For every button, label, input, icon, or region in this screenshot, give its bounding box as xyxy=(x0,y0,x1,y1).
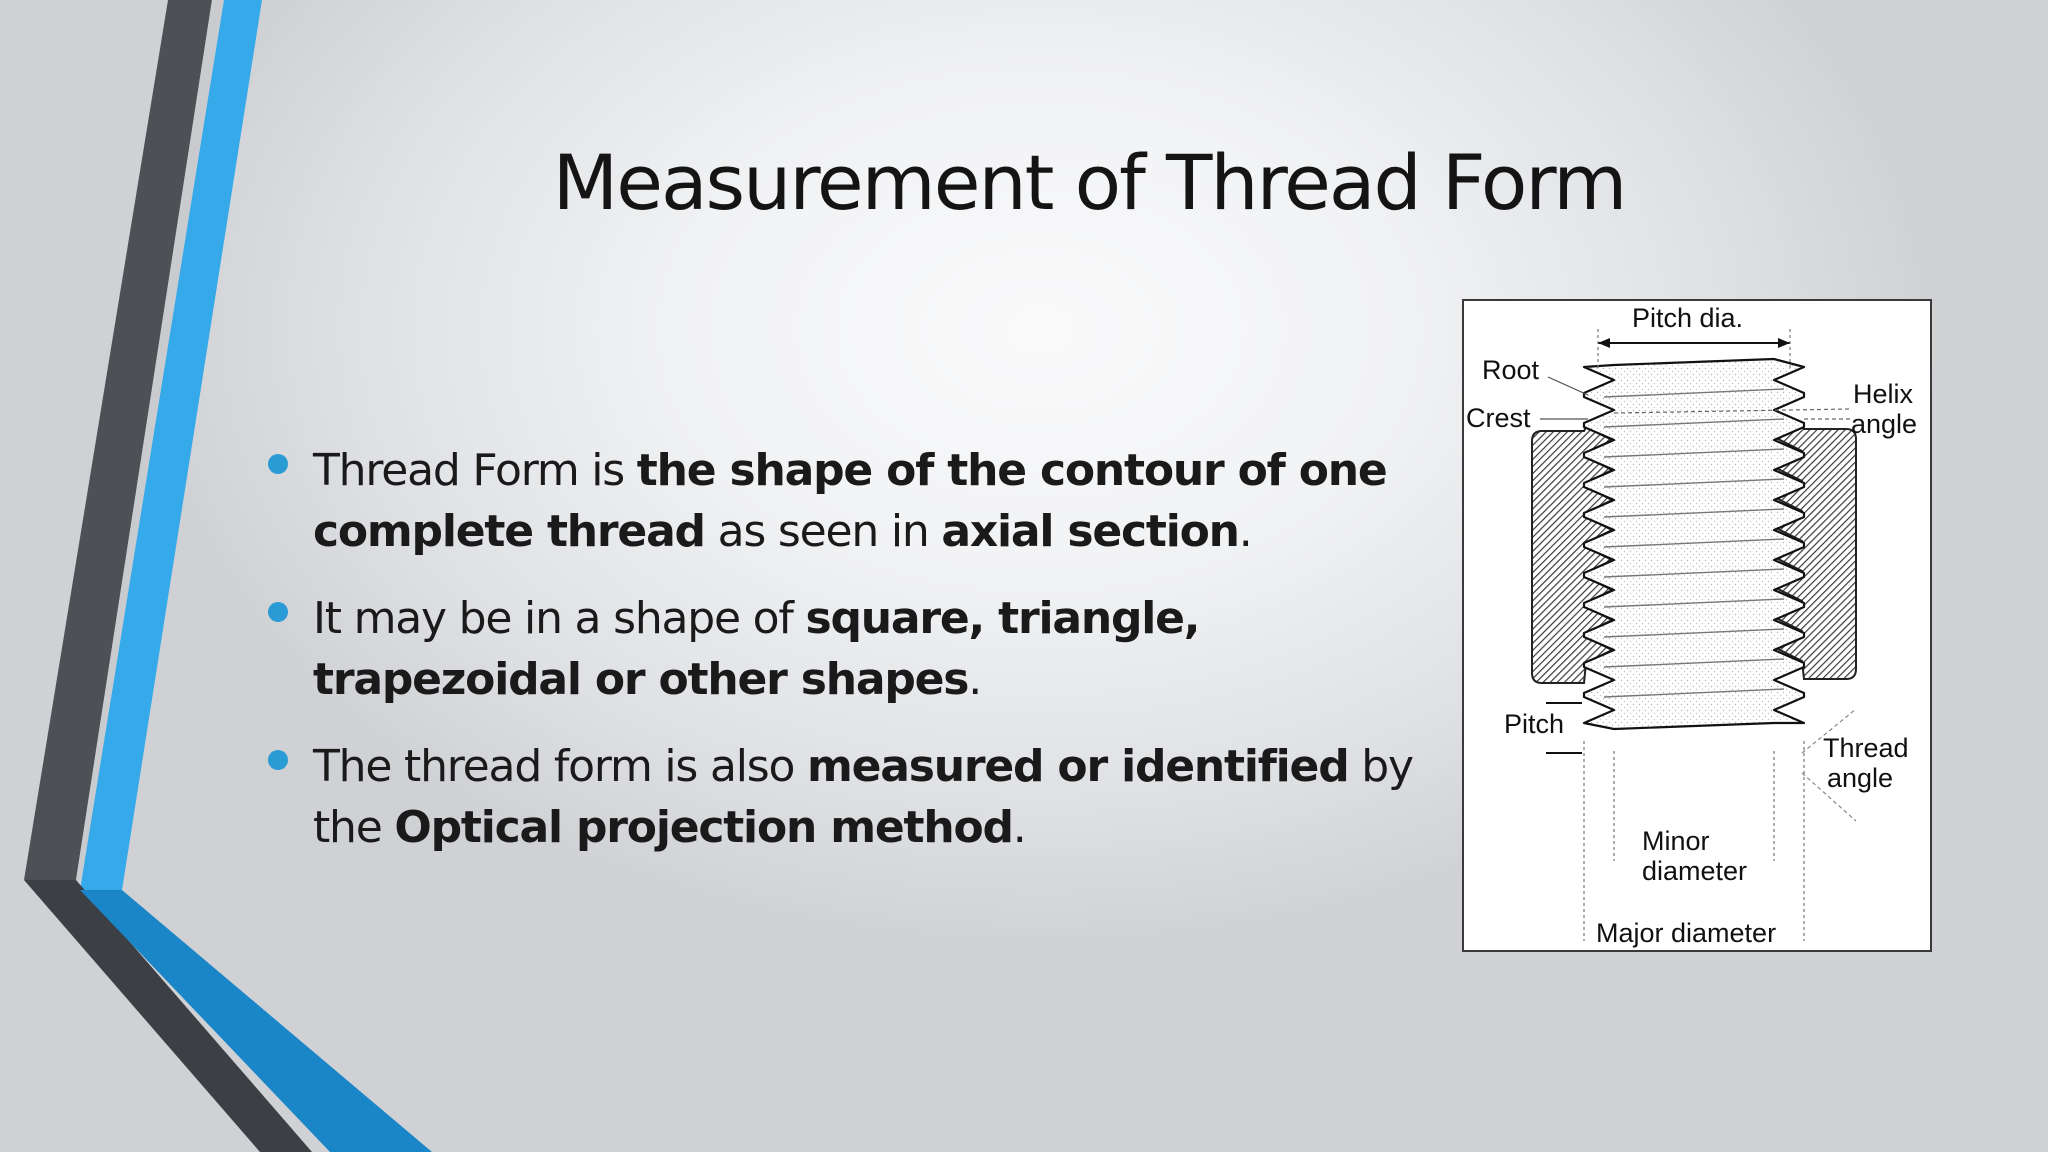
helix-label: Helix xyxy=(1853,379,1914,409)
bullet-run: by the xyxy=(313,741,1413,853)
bullet-dot xyxy=(268,454,288,474)
bullet-run: The thread form is also xyxy=(313,741,807,792)
thread-diagram xyxy=(1462,299,1932,952)
bullet-run: Thread Form is xyxy=(313,445,637,496)
root-label: Root xyxy=(1482,355,1540,385)
bullet-item xyxy=(268,588,1468,710)
minor-diameter-label: diameter xyxy=(1642,856,1748,886)
bullet-item xyxy=(268,736,1468,858)
helix-angle-label: angle xyxy=(1851,409,1918,439)
bullet-item xyxy=(268,440,1468,562)
bullet-run: It may be in a shape of xyxy=(313,593,806,644)
bullet-emphasis: square, triangle, trapezoidal or other shapes xyxy=(313,593,1200,705)
slide-title: Measurement of Thread Form xyxy=(552,138,1626,227)
bullet-text xyxy=(313,741,1413,853)
minor-label: Minor xyxy=(1642,826,1710,856)
bullet-dot xyxy=(268,602,288,622)
bullet-emphasis: the shape of the contour of one complete thread xyxy=(313,445,1387,557)
pitch-label: Pitch xyxy=(1504,709,1565,739)
major-diameter-label: Major diameter xyxy=(1596,918,1777,948)
arrowhead-left xyxy=(1598,338,1610,348)
bolt-section xyxy=(1584,359,1804,729)
bullet-run: . xyxy=(968,654,982,705)
bolt-outline xyxy=(1584,359,1804,729)
pitch-dia-label: Pitch dia. xyxy=(1632,303,1744,333)
bullet-list xyxy=(268,440,1468,884)
thread-angle-label: Thread xyxy=(1823,733,1909,763)
bullet-emphasis: axial section xyxy=(941,506,1239,557)
thread-angle-label-2: angle xyxy=(1827,763,1894,793)
bullet-emphasis: Optical projection method xyxy=(394,802,1013,853)
root-leader xyxy=(1548,377,1588,395)
bullet-dot xyxy=(268,750,288,770)
bullet-text xyxy=(313,593,1199,705)
bullet-run: . xyxy=(1012,802,1026,853)
bullet-run: . xyxy=(1238,506,1252,557)
bullet-text xyxy=(313,445,1387,557)
arrowhead-right xyxy=(1778,338,1790,348)
crest-label: Crest xyxy=(1466,403,1531,433)
bullet-emphasis: measured or identified xyxy=(806,741,1349,792)
bullet-run: as seen in xyxy=(704,506,942,557)
